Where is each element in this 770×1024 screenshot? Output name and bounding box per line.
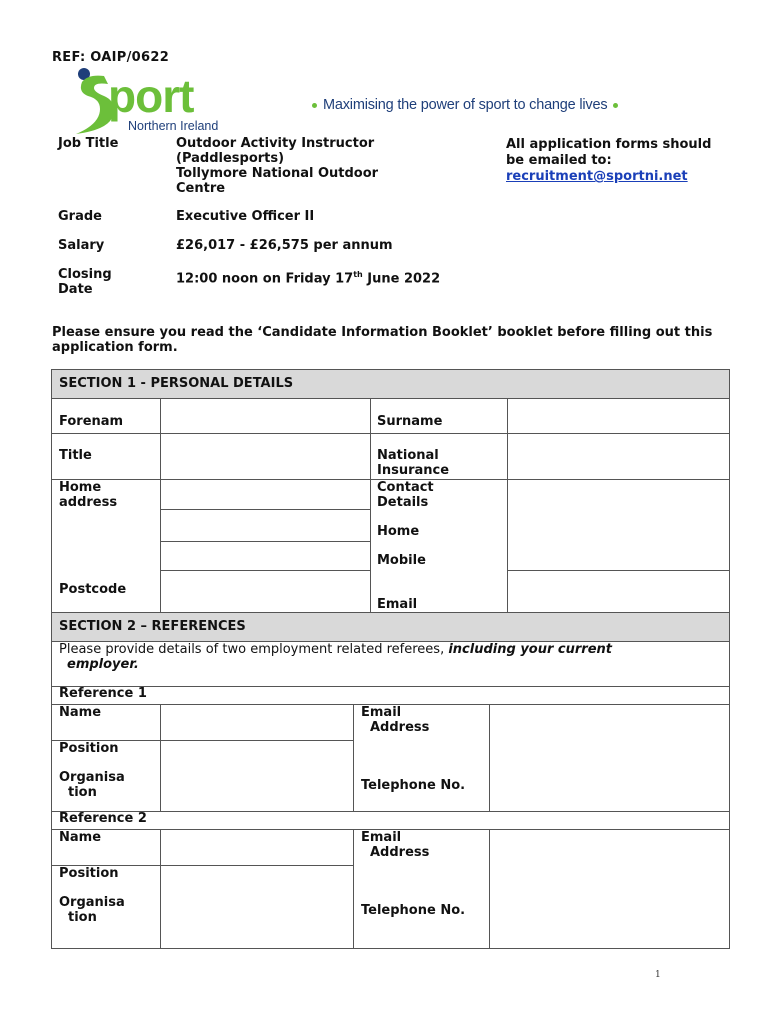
submission-note: All application forms should be emailed to: recruitment@sportni.net [506,137,712,184]
sport-ni-logo [70,64,270,144]
grade-value: Executive Officer II [176,209,315,224]
ref2-telephone-label: Telephone No. [361,903,466,918]
ref2-position-label: Position [59,866,119,881]
ref1-position-org-input[interactable] [161,741,352,810]
ref1-position-label: Position [59,741,119,756]
ref1-organisation-label: Organisa tion [59,770,125,800]
job-title-value: Outdoor Activity Instructor (Paddlesports) Tollymore National Outdoor Centre [176,136,379,196]
section1-title: SECTION 1 - PERSONAL DETAILS [59,376,294,391]
reference-number: REF: OAIP/0622 [52,50,170,65]
reference-1-heading: Reference 1 [59,686,147,701]
ref2-contact-input[interactable] [490,830,729,948]
ref1-name-label: Name [59,705,102,720]
closing-date-value: 12:00 noon on Friday 17th June 2022 [176,270,441,287]
title-input[interactable] [161,434,369,478]
ref1-email-label: Email Address [361,705,430,735]
closing-date-label: Closing Date [58,267,112,297]
svg-text:port: port [108,70,194,122]
mobile-label: Mobile [377,553,426,568]
forename-input[interactable] [161,399,369,432]
ref2-organisation-label: Organisa tion [59,895,125,925]
email-input[interactable] [508,571,729,612]
address-line-2-input[interactable] [161,510,369,540]
surname-input[interactable] [508,399,729,432]
grade-label: Grade [58,209,102,224]
forename-label: Forenam [59,414,124,429]
ref2-email-label: Email Address [361,830,430,860]
email-label: Email [377,597,418,612]
reference-2-heading: Reference 2 [59,811,147,826]
tagline: Maximising the power of sport to change lives [306,97,624,113]
ref2-name-label: Name [59,830,102,845]
contact-details-label: Contact Details [377,480,434,510]
references-instruction: Please provide details of two employment related referees, including your current employer. [59,642,612,672]
surname-label: Surname [377,414,443,429]
logo-subtitle: Northern Ireland [128,119,219,133]
national-insurance-label: National Insurance [377,448,450,478]
salary-value: £26,017 - £26,575 per annum [176,238,393,253]
recruitment-email-link[interactable]: recruitment@sportni.net [506,169,688,184]
salary-label: Salary [58,238,105,253]
ref1-name-input[interactable] [161,705,352,739]
national-insurance-input[interactable] [508,434,729,478]
contact-phone-input[interactable] [508,480,729,569]
home-phone-label: Home [377,524,420,539]
bullet-icon [312,103,317,108]
ref1-telephone-label: Telephone No. [361,778,466,793]
home-address-label: Home address [59,480,118,510]
ref2-position-org-input[interactable] [161,866,352,948]
job-title-label: Job Title [58,136,119,151]
ref1-contact-input[interactable] [490,705,729,810]
intro-instruction: Please ensure you read the ‘Candidate Information Booklet’ booklet before filling out this application form. [52,325,713,355]
bullet-icon [613,103,618,108]
ref2-name-input[interactable] [161,830,352,864]
address-line-1-input[interactable] [161,480,369,508]
postcode-label: Postcode [59,582,127,597]
sport-logo-icon [70,64,270,144]
postcode-input[interactable] [161,571,369,612]
title-label: Title [59,448,92,463]
page-number: 1 [655,970,661,980]
address-line-3-input[interactable] [161,542,369,569]
section2-title: SECTION 2 – REFERENCES [59,619,246,634]
